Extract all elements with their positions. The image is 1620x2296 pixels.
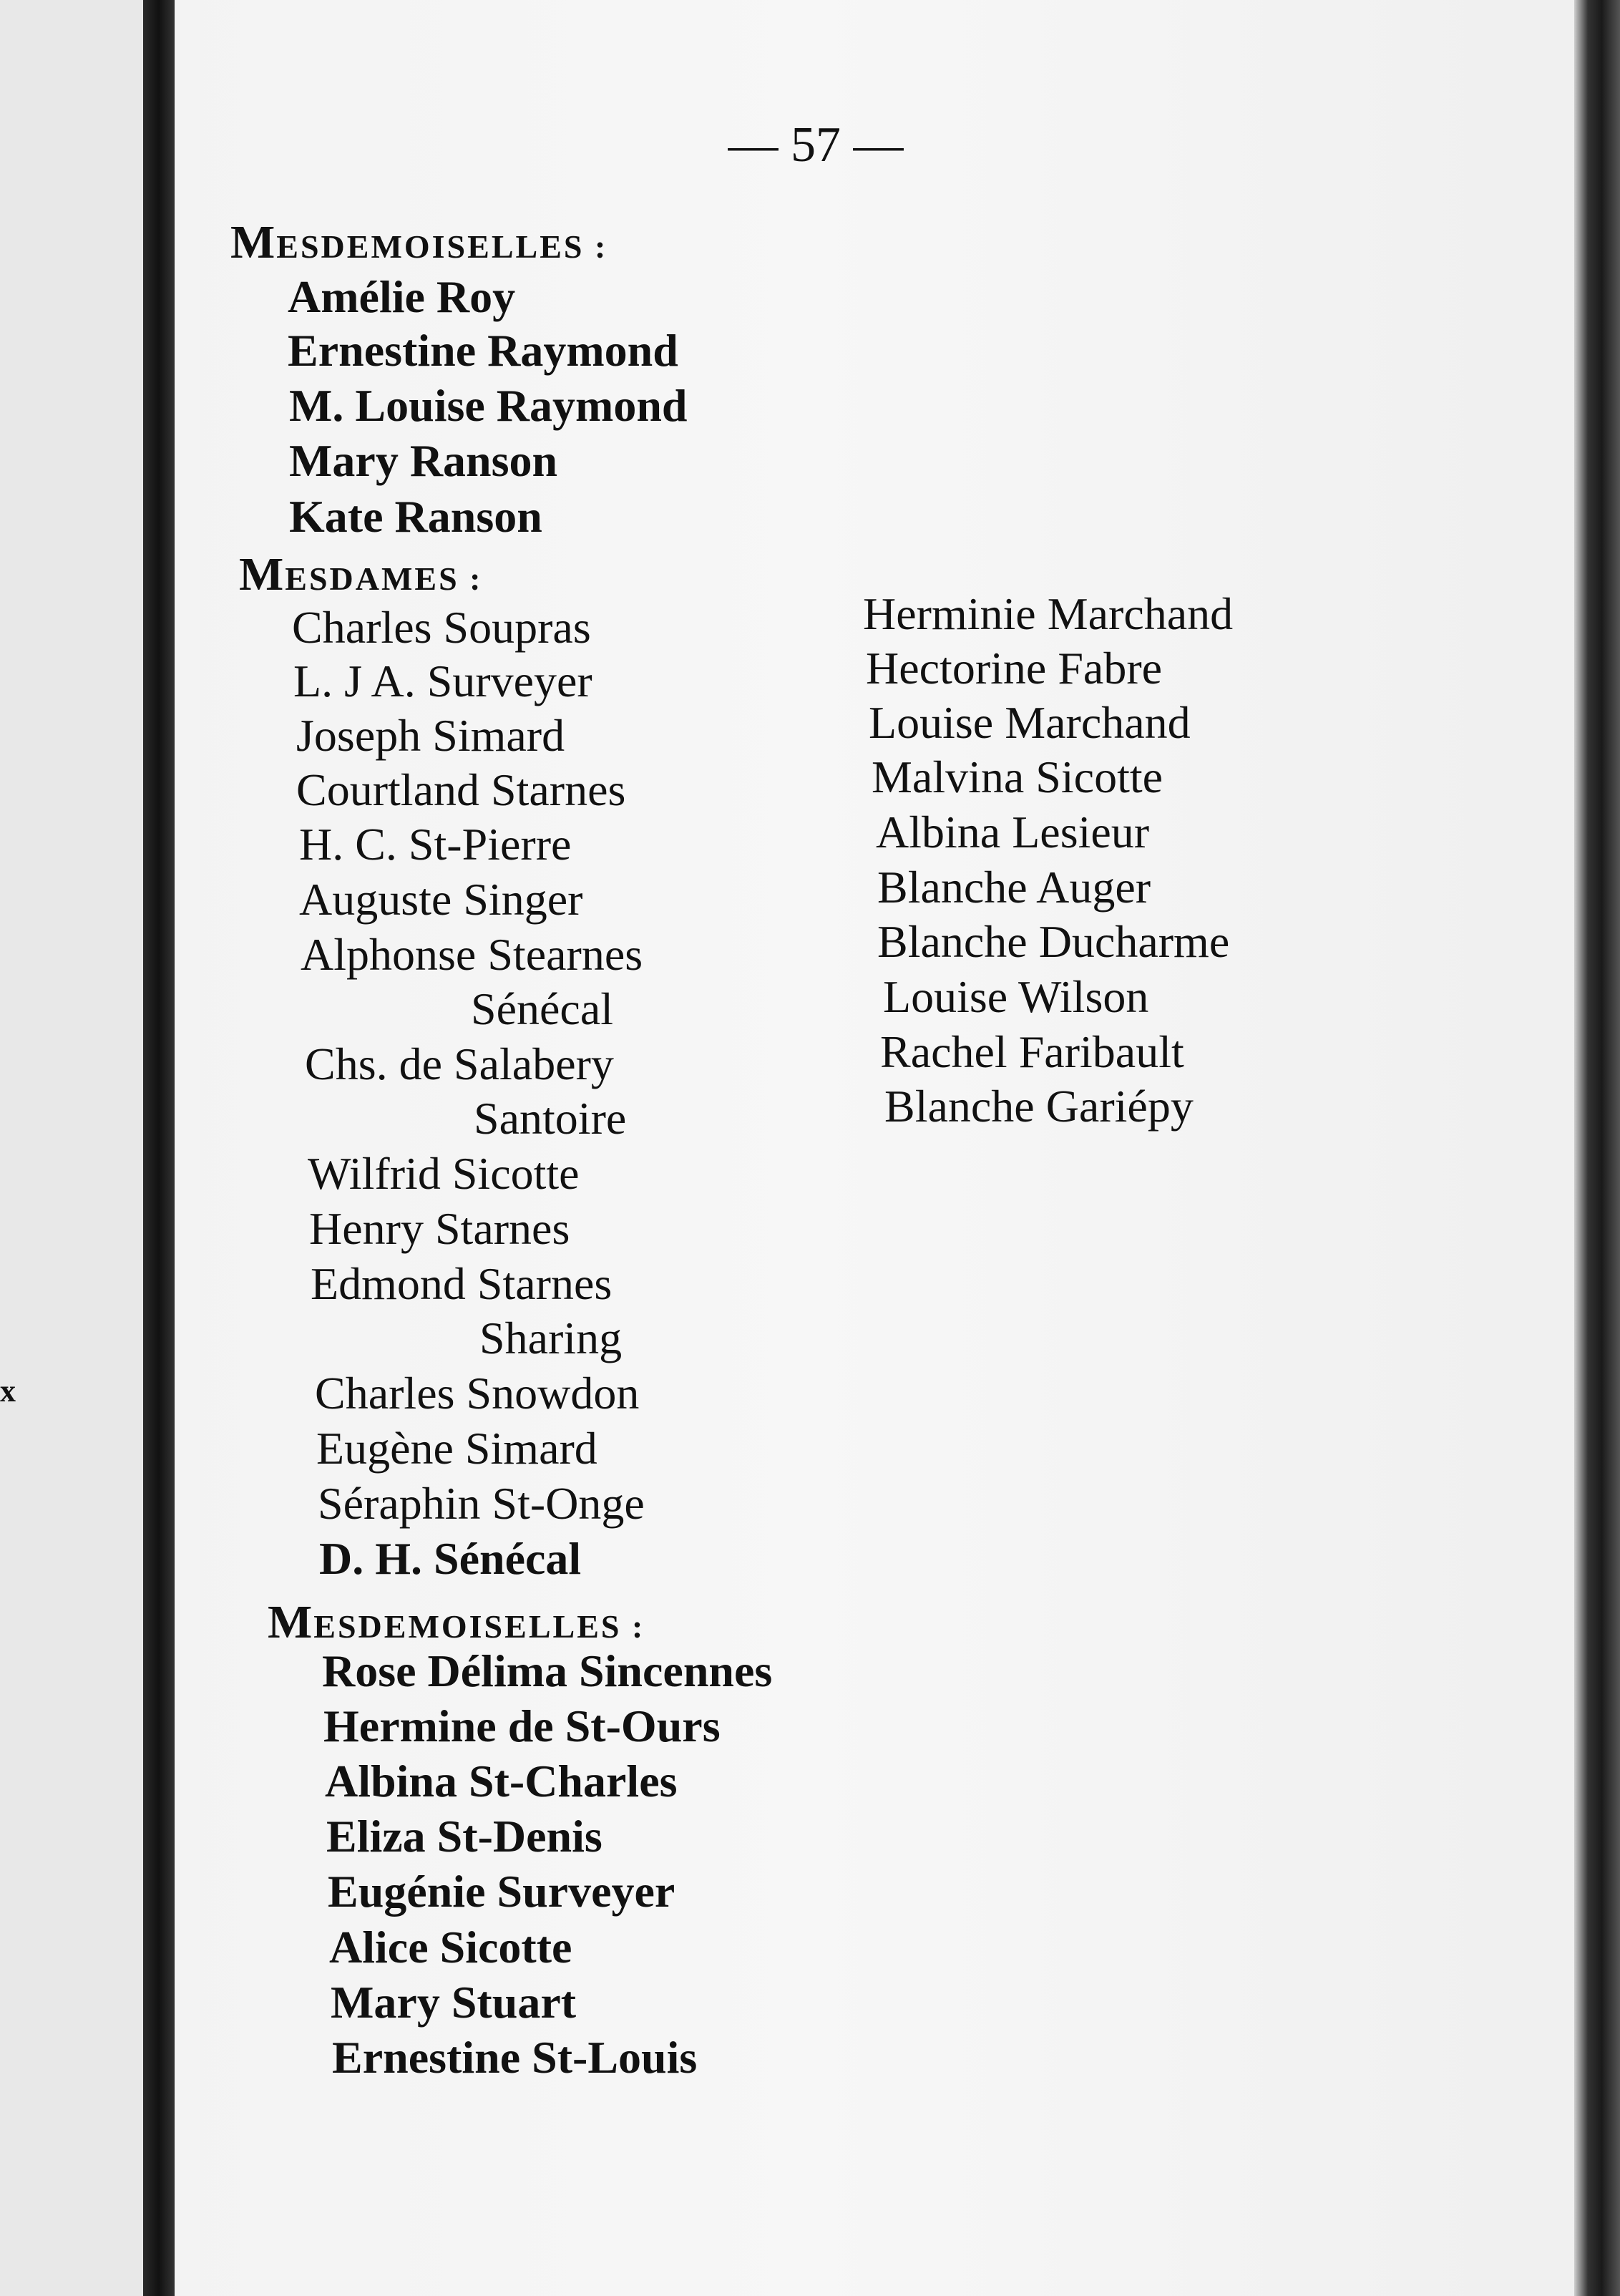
name-entry: Ernestine St-Louis — [332, 2032, 698, 2083]
name-entry: Alice Sicotte — [329, 1922, 572, 1972]
name-entry: Hectorine Fabre — [866, 643, 1163, 694]
name-entry: Louise Marchand — [869, 697, 1191, 748]
name-entry: Albina St-Charles — [325, 1756, 678, 1806]
name-entry: Joseph Simard — [296, 710, 565, 761]
name-entry: Séraphin St-Onge — [318, 1478, 645, 1529]
name-entry: Auguste Singer — [299, 874, 583, 925]
section-heading-mesdames: MESDAMES : — [239, 548, 483, 600]
name-entry: Chs. de Salabery — [305, 1038, 614, 1089]
name-entry: Malvina Sicotte — [872, 751, 1163, 802]
name-entry: Mary Ranson — [289, 435, 558, 486]
name-entry: Louise Wilson — [883, 971, 1149, 1022]
name-entry: Alphonse Stearnes — [301, 929, 643, 980]
name-entry: Wilfrid Sicotte — [308, 1148, 580, 1199]
name-entry: Eugène Simard — [316, 1423, 597, 1474]
section-heading-mesdemoiselles-1: MESDEMOISELLES : — [230, 216, 608, 268]
binding-shadow — [143, 0, 175, 2296]
name-entry: Hermine de St-Ours — [323, 1701, 721, 1751]
name-entry: L. J A. Surveyer — [293, 656, 592, 706]
name-entry: Herminie Marchand — [863, 588, 1234, 639]
name-entry: Santoire — [474, 1093, 627, 1144]
name-entry: Rose Délima Sincennes — [322, 1645, 773, 1696]
left-margin — [0, 0, 143, 2296]
name-entry: Courtland Starnes — [296, 764, 626, 815]
name-entry: Blanche Gariépy — [884, 1081, 1194, 1132]
name-entry: M. Louise Raymond — [289, 380, 688, 431]
name-entry: Albina Lesieur — [876, 807, 1150, 857]
name-entry: Henry Starnes — [309, 1203, 570, 1254]
name-entry: Amélie Roy — [288, 271, 516, 322]
name-entry: Ernestine Raymond — [288, 325, 678, 376]
name-entry: Eugénie Surveyer — [328, 1866, 675, 1917]
name-entry: Charles Soupras — [292, 602, 591, 653]
section-heading-mesdemoiselles-2: MESDEMOISELLES : — [268, 1596, 645, 1648]
name-entry: Mary Stuart — [331, 1977, 577, 2028]
page-number: — 57 — — [728, 117, 904, 172]
name-entry: D. H. Sénécal — [319, 1533, 582, 1584]
right-page-edge — [1574, 0, 1620, 2296]
name-entry: H. C. St-Pierre — [299, 819, 572, 870]
name-entry: Kate Ranson — [289, 491, 542, 542]
name-entry: Charles Snowdon — [315, 1368, 640, 1419]
name-entry: Blanche Auger — [877, 862, 1151, 913]
name-entry: Eliza St-Denis — [326, 1811, 602, 1862]
name-entry: Edmond Starnes — [311, 1258, 613, 1309]
name-entry: Sénécal — [471, 983, 613, 1034]
name-entry: Rachel Faribault — [880, 1026, 1184, 1077]
name-entry: Blanche Ducharme — [877, 916, 1230, 967]
margin-mark: x — [0, 1373, 16, 1409]
name-entry: Sharing — [479, 1313, 623, 1363]
